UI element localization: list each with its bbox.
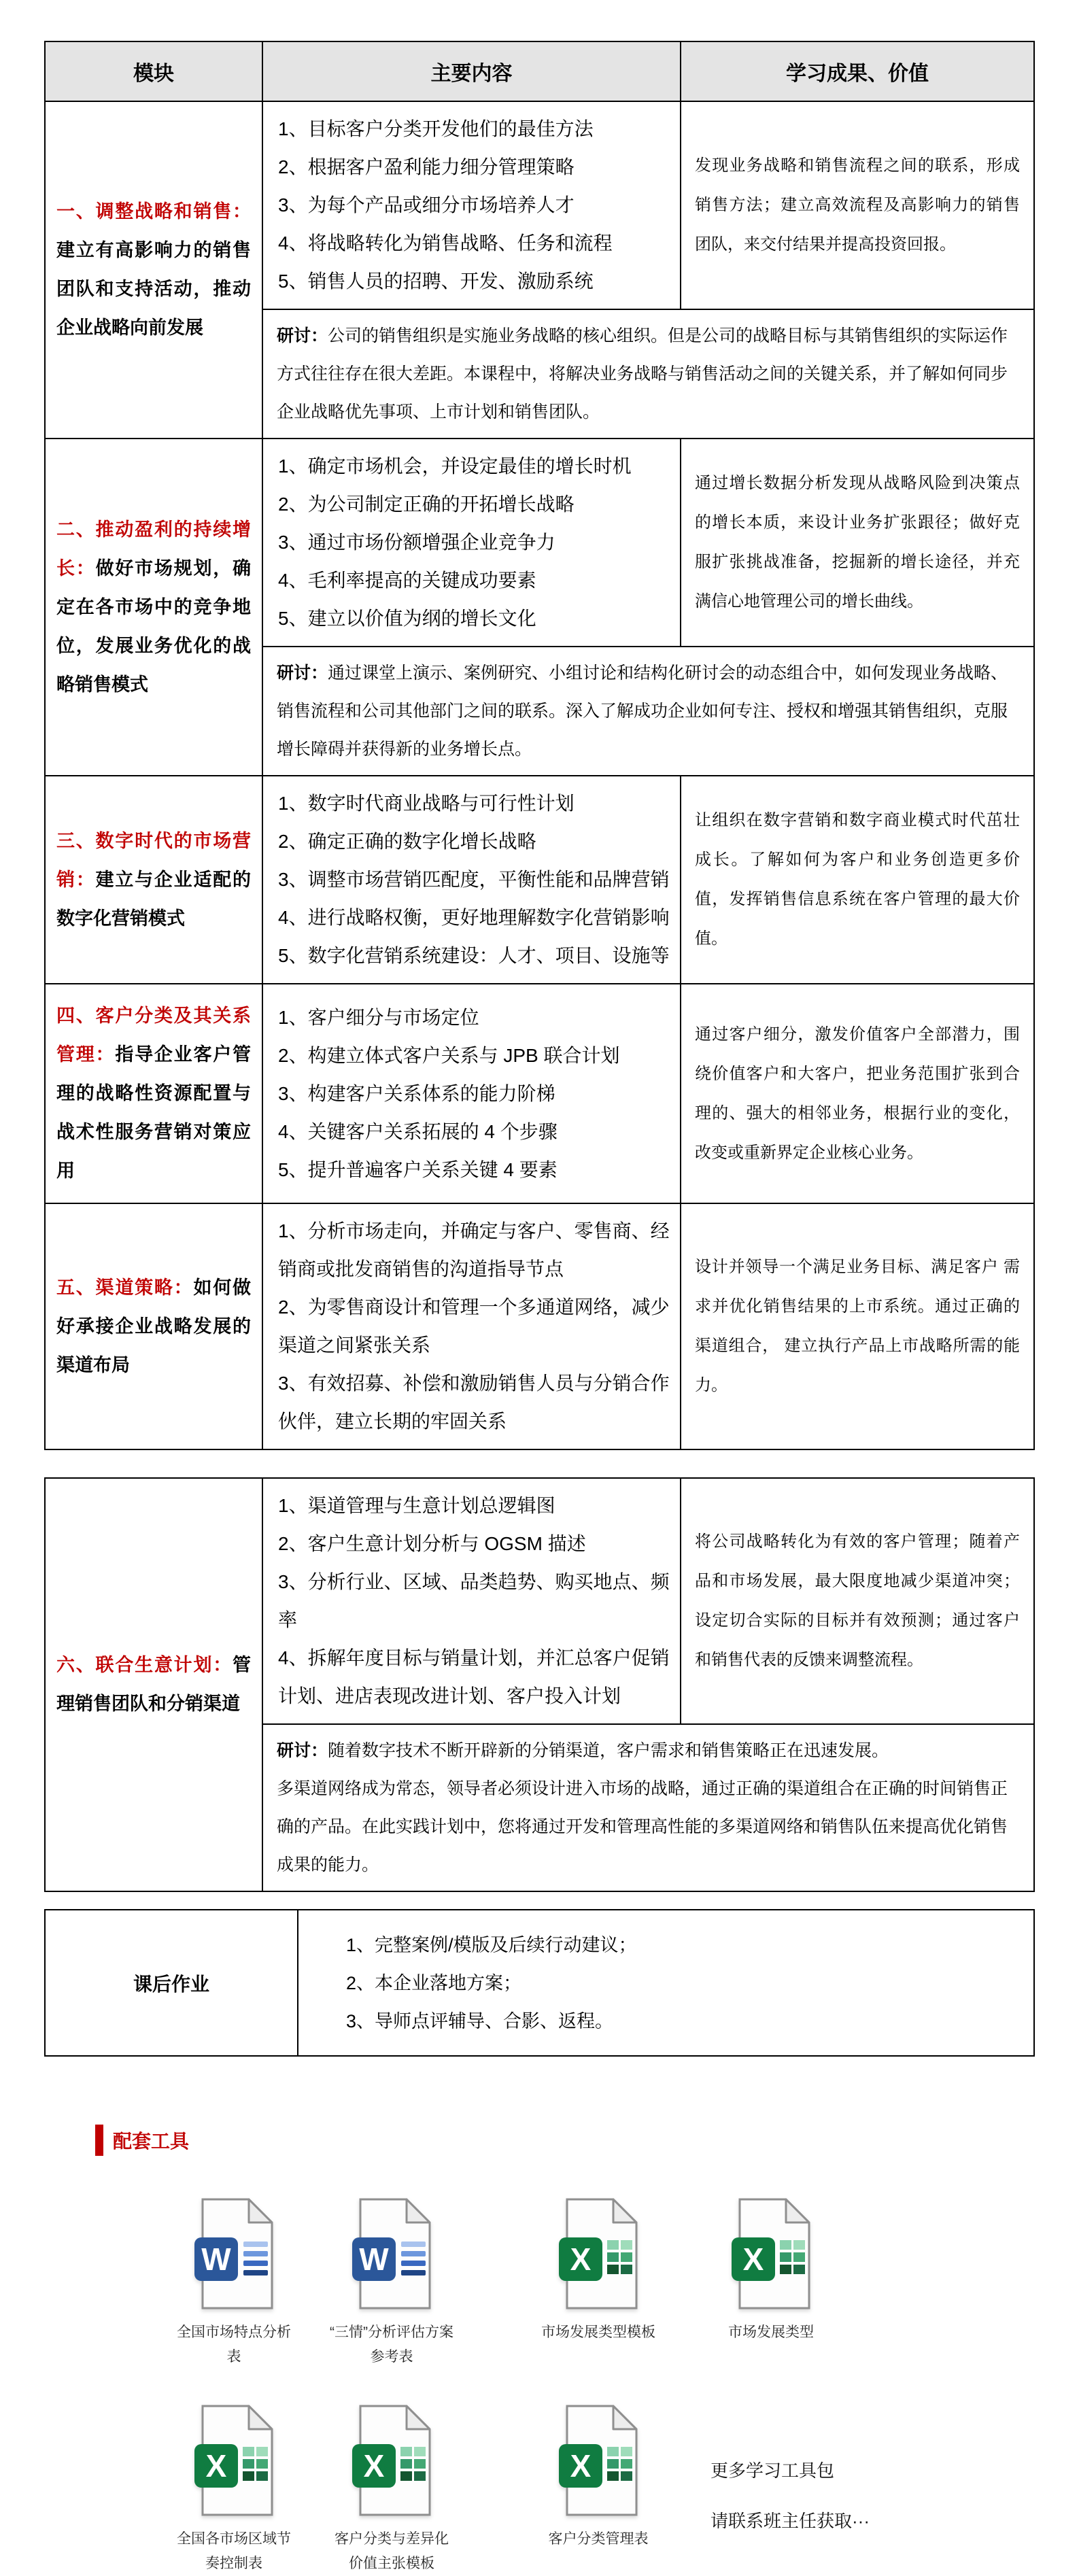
seminar-text: 随着数字技术不断开辟新的分销渠道，客户需求和销售策略正在迅速发展。 <box>328 1741 889 1760</box>
module-3-value: 让组织在数字营销和数字商业模式时代茁壮成长。了解如何为客户和业务创造更多价值，发挥销售信息系统在客户管理的最大价值。 <box>681 776 1034 984</box>
module-1-title-red: 一、调整战略和销售： <box>56 201 251 222</box>
module-4-title-red: 四、客户分类及其关系管理： <box>56 1006 251 1065</box>
header-row <box>45 41 1034 101</box>
list-item: 2、客户生意计划分析与 OGSM 描述 <box>278 1533 586 1554</box>
svg-text:W: W <box>201 2242 231 2277</box>
excel-file-icon <box>349 2403 434 2518</box>
module-1-row <box>45 101 1034 309</box>
list-item: 3、调整市场营销匹配度，平衡性能和品牌营销 <box>278 869 670 890</box>
list-item: 1、完整案例/模版及后续行动建议； <box>346 1934 637 1955</box>
file-card <box>519 2197 677 2369</box>
list-item: 1、目标客户分类开发他们的最佳方法 <box>278 118 594 139</box>
excel-file-icon <box>556 2403 640 2518</box>
homework-table <box>44 1909 1035 2057</box>
list-item: 2、确定正确的数字化增长战略 <box>278 831 536 852</box>
seminar-paragraph <box>277 1732 1020 1770</box>
file-card <box>313 2197 470 2369</box>
tools-section-title: 配套工具 <box>113 2131 190 2152</box>
module-5-title <box>45 1203 262 1449</box>
list-item: 4、毛利率提高的关键成功要素 <box>278 570 536 591</box>
module-1-title <box>45 101 262 439</box>
svg-text:X: X <box>742 2242 764 2277</box>
list-item: 2、构建立体式客户关系与 JPB 联合计划 <box>278 1044 620 1066</box>
module-2-title-black: 做好市场规划，确定在各市场中的竞争地位，发展业务优化的战略销售模式 <box>56 557 252 695</box>
list-item: 4、将战略转化为销售战略、任务和流程 <box>278 233 613 254</box>
list-item: 3、有效招募、补偿和激励销售人员与分销合作伙伴，建立长期的牢固关系 <box>278 1373 670 1432</box>
list-item: 5、提升普遍客户关系关键 4 要素 <box>278 1158 558 1180</box>
file-label: “三情”分析评估方案参考表 <box>330 2324 453 2365</box>
file-label: 全国市场特点分析表 <box>177 2324 291 2365</box>
svg-text:X: X <box>570 2448 592 2484</box>
module-3-row <box>45 776 1034 984</box>
more-tools-note <box>710 2445 870 2546</box>
list-item: 4、进行战略权衡，更好地理解数字化营销影响 <box>278 907 670 928</box>
module-3-title-black: 建立与企业适配的数字化营销模式 <box>56 869 252 929</box>
module-5-value: 设计并领导一个满足业务目标、满足客户 需求并优化销售结果的上市系统。通过正确的渠道组合， 建立执行产品上市战略所需的能力。 <box>681 1203 1034 1449</box>
module-4-title-black: 指导企业客户管理的战略性资源配置与战术性服务营销对策应用 <box>56 1044 252 1181</box>
file-label: 市场发展类型模板 <box>541 2324 655 2340</box>
homework-content <box>298 1910 1034 2056</box>
excel-file-icon <box>192 2403 276 2518</box>
list-item: 4、拆解年度目标与销量计划，并汇总客户促销计划、进店表现改进计划、客户投入计划 <box>278 1647 670 1706</box>
module-3-content <box>262 776 681 984</box>
module-2-title <box>45 439 262 776</box>
module-6-value: 将公司战略转化为有效的客户管理；随着产品和市场发展，最大限度地减少渠道冲突；设定切合实际的目标并有效预测；通过客户和销售代表的反馈来调整流程。 <box>681 1478 1034 1724</box>
list-item: 2、根据客户盈利能力细分管理策略 <box>278 156 575 177</box>
seminar-paragraph: 多渠道网络成为常态，领导者必须设计进入市场的战略，通过正确的渠道组合在正确的时间销售正确的产品。在此实践计划中，您将通过开发和管理高性能的多渠道网络和销售队伍来提高优化销售成果的能力。 <box>277 1779 1008 1874</box>
curriculum-table <box>44 41 1035 1450</box>
module-6-row <box>45 1478 1034 1724</box>
svg-text:X: X <box>570 2242 592 2277</box>
list-item: 2、本企业落地方案； <box>346 1972 522 1993</box>
module-5-title-black: 如何做好承接企业战略发展的渠道布局 <box>56 1277 252 1375</box>
list-item: 5、销售人员的招聘、开发、激励系统 <box>278 271 594 292</box>
seminar-label: 研讨： <box>277 664 328 683</box>
list-item: 1、数字时代商业战略与可行性计划 <box>278 793 575 814</box>
more-tools-line-1: 更多学习工具包 <box>710 2460 835 2481</box>
file-label: 客户分类与差异化价值主张模板 <box>335 2531 449 2571</box>
module-6-title-black: 管理销售团队和分销渠道 <box>56 1655 251 1714</box>
list-item: 5、建立以价值为纲的增长文化 <box>278 608 536 629</box>
list-item: 1、确定市场机会，并设定最佳的增长时机 <box>278 456 632 477</box>
module-3-title-red: 三、数字时代的市场营销： <box>56 830 251 890</box>
module-5-content <box>262 1203 681 1449</box>
list-item: 2、为零售商设计和管理一个多通道网络，减少渠道之间紧张关系 <box>278 1296 670 1356</box>
file-label: 客户分类管理表 <box>548 2531 649 2547</box>
module-5-row <box>45 1203 1034 1449</box>
homework-row <box>45 1910 1034 2056</box>
file-label: 全国各市场区域节奏控制表 <box>177 2531 291 2571</box>
red-bar-icon <box>95 2125 103 2156</box>
list-item: 3、通过市场份额增强企业竞争力 <box>278 532 555 553</box>
list-item: 1、客户细分与市场定位 <box>278 1006 479 1028</box>
module-2-title-red: 二、推动盈利的持续增长： <box>56 519 251 579</box>
file-card <box>692 2197 850 2369</box>
tools-row-1 <box>0 2197 1079 2369</box>
list-item: 3、为每个产品或细分市场培养人才 <box>278 194 575 216</box>
module-5-title-red: 五、渠道策略： <box>56 1277 194 1298</box>
more-tools-line-2: 请联系班主任获取··· <box>710 2511 870 2531</box>
module-4-title <box>45 984 262 1203</box>
module-1-seminar <box>262 309 1034 439</box>
svg-text:X: X <box>205 2448 227 2484</box>
module-1-content <box>262 101 681 309</box>
file-card <box>313 2403 470 2576</box>
list-item: 1、渠道管理与生意计划总逻辑图 <box>278 1495 555 1516</box>
tools-row-2 <box>0 2403 1079 2576</box>
module-1-title-black: 建立有高影响力的销售团队和支持活动，推动企业战略向前发展 <box>56 240 251 338</box>
col-header-content: 主要内容 <box>262 41 681 101</box>
seminar-text: 通过课堂上演示、案例研究、小组讨论和结构化研讨会的动态组合中，如何发现业务战略、销售流程和公司其他部门之间的联系。深入了解成功企业如何专注、授权和增强其销售组织，克服增长障碍并获得新的业务增长点。 <box>277 664 1008 759</box>
homework-label: 课后作业 <box>45 1910 298 2056</box>
col-header-module: 模块 <box>45 41 262 101</box>
module-6-seminar <box>262 1724 1034 1891</box>
seminar-text: 公司的销售组织是实施业务战略的核心组织。但是公司的战略目标与其销售组织的实际运作方式往往存在很大差距。本课程中，将解决业务战略与销售活动之间的关键关系，并了解如何同步企业战略优先事项、上市计划和销售团队。 <box>277 326 1008 422</box>
module-3-title <box>45 776 262 984</box>
module-6-title <box>45 1478 262 1891</box>
module-1-value: 发现业务战略和销售流程之间的联系，形成销售方法；建立高效流程及高影响力的销售团队，来交付结果并提高投资回报。 <box>681 101 1034 309</box>
word-file-icon <box>349 2197 434 2311</box>
module-2-value: 通过增长数据分析发现从战略风险到决策点的增长本质，来设计业务扩张跟径；做好克服扩张挑战准备，挖掘新的增长途径，并充满信心地管理公司的增长曲线。 <box>681 439 1034 647</box>
svg-text:W: W <box>359 2242 389 2277</box>
file-card <box>519 2403 677 2576</box>
svg-text:X: X <box>363 2448 385 2484</box>
module-4-row <box>45 984 1034 1203</box>
word-file-icon <box>192 2197 276 2311</box>
col-header-value: 学习成果、价值 <box>681 41 1034 101</box>
excel-file-icon <box>729 2197 813 2311</box>
curriculum-table-2 <box>44 1477 1035 1892</box>
file-card <box>155 2197 313 2369</box>
module-6-title-red: 六、联合生意计划： <box>56 1655 233 1675</box>
tools-section-header <box>95 2125 1079 2156</box>
module-4-content <box>262 984 681 1203</box>
seminar-label: 研讨： <box>277 326 328 345</box>
list-item: 2、为公司制定正确的开拓增长战略 <box>278 494 575 515</box>
excel-file-icon <box>556 2197 640 2311</box>
file-label: 市场发展类型 <box>728 2324 814 2340</box>
list-item: 3、构建客户关系体系的能力阶梯 <box>278 1082 555 1104</box>
module-2-row <box>45 439 1034 647</box>
module-6-content <box>262 1478 681 1724</box>
file-card <box>155 2403 313 2576</box>
module-2-content <box>262 439 681 647</box>
list-item: 1、分析市场走向，并确定与客户、零售商、经销商或批发商销售的沟道指导节点 <box>278 1220 670 1280</box>
list-item: 3、分析行业、区域、品类趋势、购买地点、频率 <box>278 1571 670 1630</box>
module-4-value: 通过客户细分，激发价值客户全部潜力，围绕价值客户和大客户，把业务范围扩张到合理的、强大的相邻业务，根据行业的变化，改变或重新界定企业核心业务。 <box>681 984 1034 1203</box>
module-2-seminar <box>262 647 1034 776</box>
list-item: 4、关键客户关系拓展的 4 个步骤 <box>278 1120 558 1142</box>
list-item: 5、数字化营销系统建设：人才、项目、设施等 <box>278 945 670 966</box>
seminar-label: 研讨： <box>277 1741 328 1760</box>
list-item: 3、导师点评辅导、合影、返程。 <box>346 2010 614 2031</box>
